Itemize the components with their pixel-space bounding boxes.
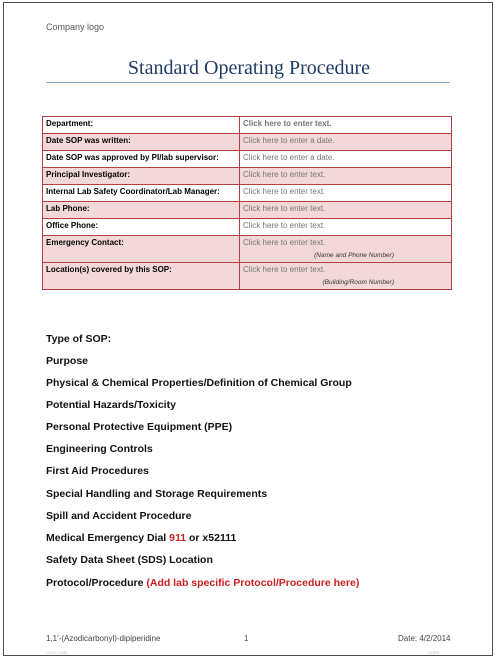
section-properties: Physical & Chemical Properties/Definition of Chemical Group [46,377,352,389]
pi-label: Principal Investigator: [43,168,240,185]
location-cell [240,263,452,290]
table-row [43,168,452,185]
date-approved-label: Date SOP was approved by PI/lab supervisor: [43,151,240,168]
medical-prefix: Medical Emergency Dial [46,532,170,544]
section-first-aid: First Aid Procedures [46,465,149,477]
table-row [43,117,452,134]
table-row [43,263,452,290]
section-medical-emergency [46,532,236,544]
section-engineering-controls: Engineering Controls [46,443,153,455]
department-field[interactable]: Click here to enter text. [240,117,452,134]
pi-field[interactable]: Click here to enter text. [240,168,452,185]
lab-phone-field[interactable]: Click here to enter text. [240,202,452,219]
safety-coordinator-field[interactable]: Click here to enter text. [240,185,452,202]
company-logo-text: Company logo [46,22,105,32]
office-phone-field[interactable]: Click here to enter text. [240,219,452,236]
section-handling-storage: Special Handling and Storage Requirements [46,488,268,500]
section-protocol [46,577,359,589]
protocol-instruction: (Add lab specific Protocol/Procedure here) [146,577,360,589]
location-hint: (Building/Room Number) [322,279,394,286]
section-spill: Spill and Accident Procedure [46,510,192,522]
section-ppe: Personal Protective Equipment (PPE) [46,421,233,433]
title-divider [46,82,450,83]
emergency-contact-field[interactable]: Click here to enter text. [243,238,326,247]
footer-date: Date: 4/2/2014 [398,634,451,643]
table-row [43,151,452,168]
table-row [43,202,452,219]
table-row [43,185,452,202]
office-phone-label: Office Phone: [43,219,240,236]
date-written-field[interactable]: Click here to enter a date. [240,134,452,151]
footer-page-number: 1 [244,634,249,643]
date-written-label: Date SOP was written: [43,134,240,151]
table-row [43,134,452,151]
lab-phone-label: Lab Phone: [43,202,240,219]
date-approved-field[interactable]: Click here to enter a date. [240,151,452,168]
page-title: Standard Operating Procedure [127,57,371,79]
section-hazards: Potential Hazards/Toxicity [46,399,176,411]
footer-small-text-left: LOGO ONE [46,650,68,655]
sop-info-table [42,116,452,290]
footer-chemical-name: 1,1'-(Azodicarbonyl)-dipiperidine [46,634,161,643]
protocol-prefix: Protocol/Procedure [46,577,147,589]
medical-number: 911 [169,532,187,544]
table-row [43,219,452,236]
emergency-contact-cell [240,236,452,263]
safety-coordinator-label: Internal Lab Safety Coordinator/Lab Manager: [43,185,240,202]
emergency-contact-hint: (Name and Phone Number) [314,252,394,259]
emergency-contact-label: Emergency Contact: [43,236,240,263]
location-field[interactable]: Click here to enter text. [243,265,326,274]
location-label: Location(s) covered by this SOP: [43,263,240,290]
table-row [43,236,452,263]
department-label: Department: [43,117,240,134]
section-type-of-sop: Type of SOP: [46,333,112,345]
section-purpose: Purpose [46,355,89,367]
footer-small-text-right: CORP [428,650,440,655]
section-sds-location: Safety Data Sheet (SDS) Location [46,554,213,566]
medical-suffix: or x52111 [186,532,237,544]
